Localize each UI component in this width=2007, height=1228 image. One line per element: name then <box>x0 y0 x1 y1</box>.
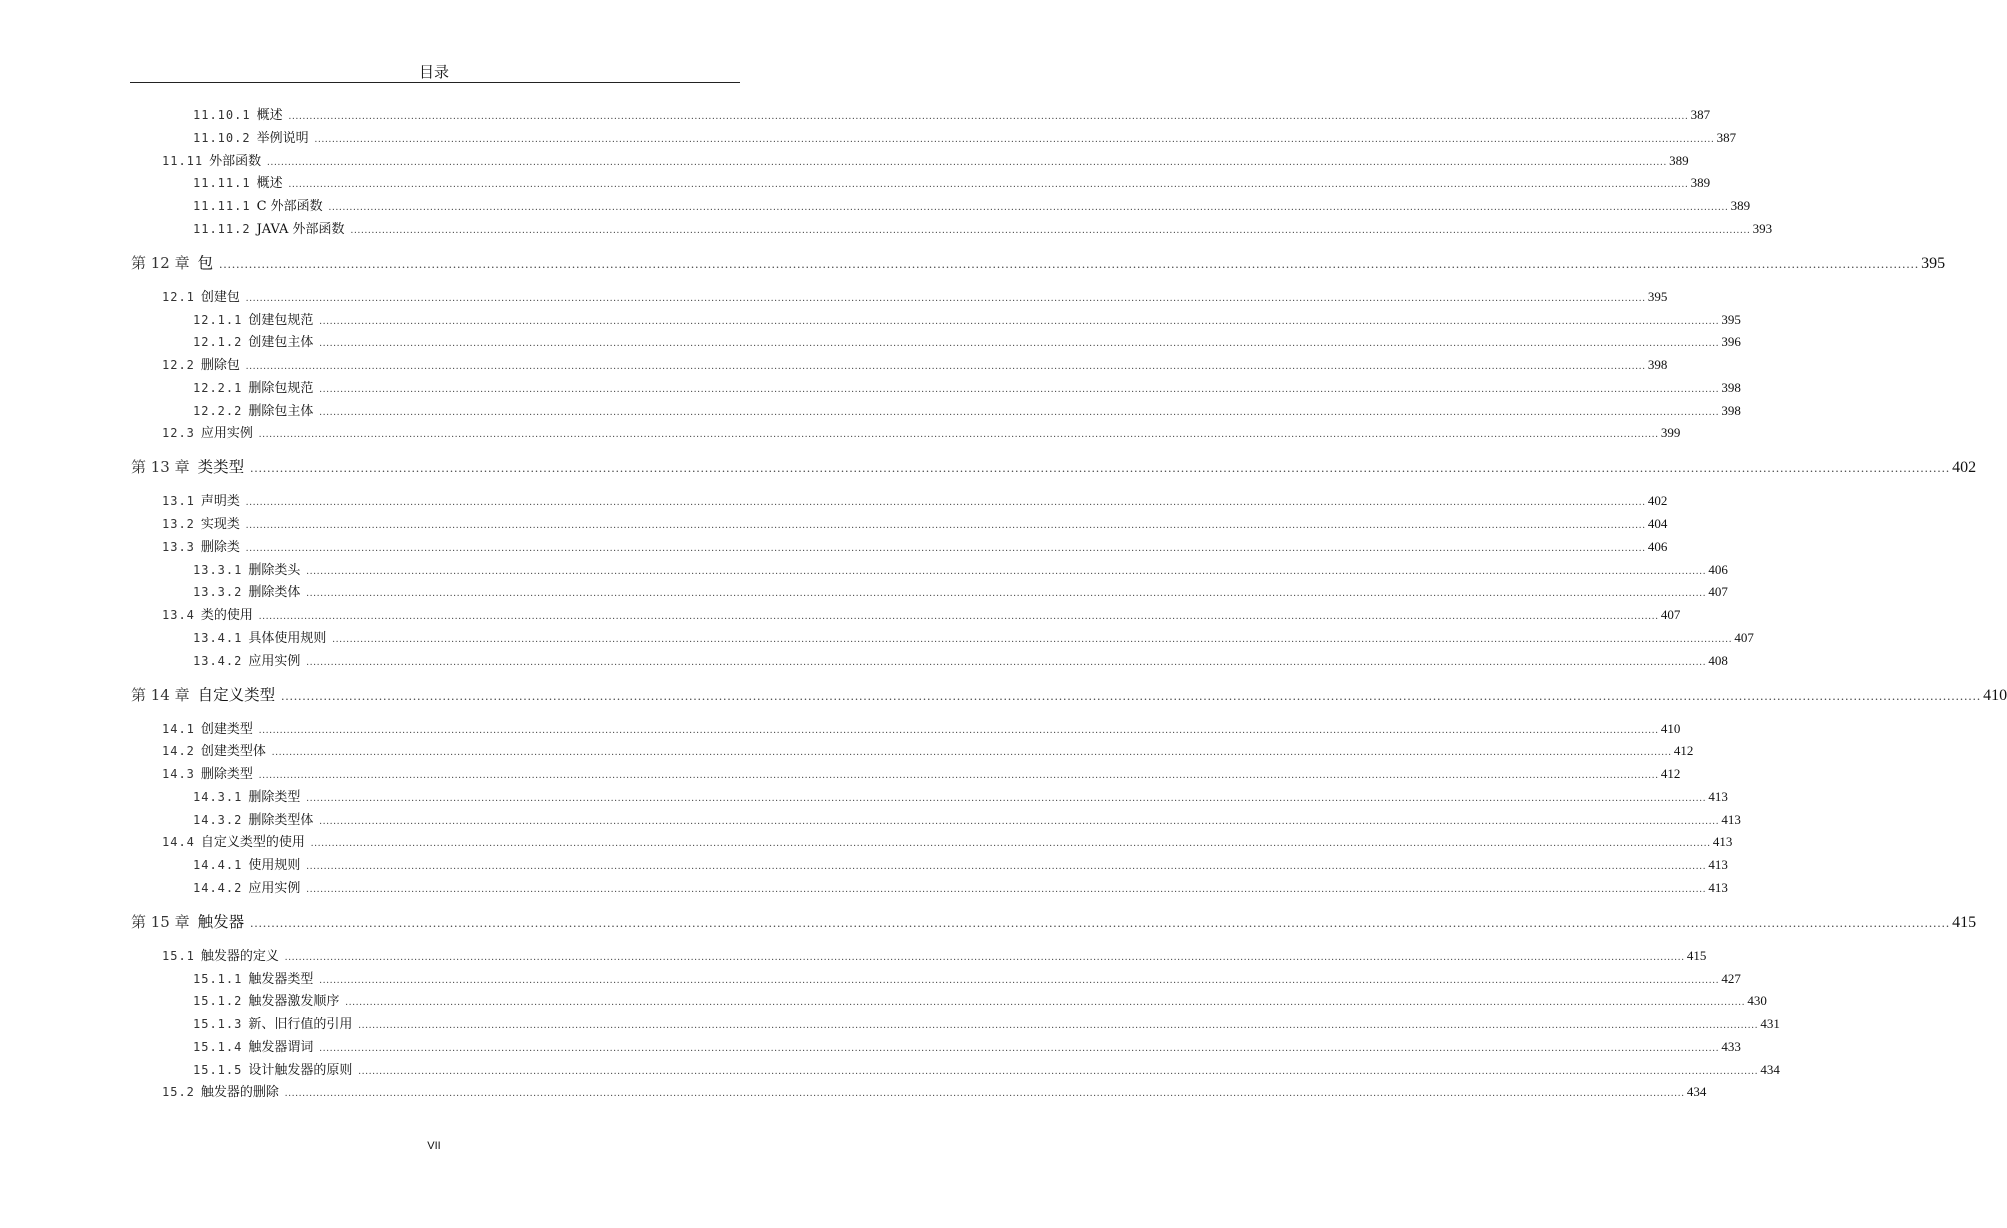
toc-entry-title: 删除类体 <box>248 585 301 601</box>
toc-dot-leader: ................................................................................................................................................................................................................................................................................................................................................................................................................ <box>284 951 1685 963</box>
toc-dot-leader: ................................................................................................................................................................................................................................................................................................................................................................................................................ <box>319 815 1720 827</box>
toc-entry-number: 13.4 <box>162 608 195 622</box>
toc-entry-title: 类的使用 <box>200 608 253 623</box>
toc-entry <box>193 968 1741 990</box>
toc-entry <box>162 740 1694 762</box>
toc-entry-page: 407 <box>1660 607 1681 622</box>
toc-entry-number: 15.1.3 <box>193 1017 243 1031</box>
toc-dot-leader: ................................................................................................................................................................................................................................................................................................................................................................................................................ <box>250 460 1951 476</box>
toc-entry-number: 13.4.2 <box>193 653 243 668</box>
toc-entry-page: 396 <box>1721 334 1741 350</box>
toc-dot-leader: ................................................................................................................................................................................................................................................................................................................................................................................................................ <box>358 1020 1759 1031</box>
toc-entry-title: 删除包规范 <box>248 380 314 396</box>
toc-entry-number: 11.11.1 <box>193 176 251 191</box>
toc-entry-number: 11.10.2 <box>193 130 251 145</box>
toc-entry <box>162 945 1707 967</box>
toc-entry-title: 使用规则 <box>248 858 301 873</box>
toc-entry <box>162 513 1668 535</box>
toc-dot-leader: ................................................................................................................................................................................................................................................................................................................................................................................................................ <box>306 792 1707 804</box>
toc-dot-leader: ................................................................................................................................................................................................................................................................................................................................................................................................................ <box>319 974 1720 986</box>
toc-entry <box>162 286 1668 308</box>
toc-entry-number: 12.3 <box>162 426 195 441</box>
toc-entry <box>162 1081 1707 1103</box>
page-header-title: 目录 <box>418 63 449 81</box>
toc-chapter-entry <box>131 454 1977 480</box>
toc-entry-number: 15.2 <box>162 1085 195 1100</box>
toc-entry-title: 设计触发器的原则 <box>248 1062 353 1078</box>
toc-entry-number: 第 15 章 <box>131 912 190 931</box>
toc-entry-page: 399 <box>1660 425 1681 441</box>
toc-entry-page: 415 <box>1686 947 1707 963</box>
toc-entry-number: 11.11.1 <box>193 199 251 213</box>
toc-dot-leader: ................................................................................................................................................................................................................................................................................................................................................................................................................ <box>319 383 1720 395</box>
toc-entry-page: 402 <box>1647 493 1668 509</box>
toc-entry-page: 389 <box>1730 198 1751 213</box>
toc-dot-leader: ................................................................................................................................................................................................................................................................................................................................................................................................................ <box>219 255 1920 271</box>
toc-dot-leader: ................................................................................................................................................................................................................................................................................................................................................................................................................ <box>258 429 1659 441</box>
toc-dot-leader: ................................................................................................................................................................................................................................................................................................................................................................................................................ <box>245 497 1646 509</box>
toc-entry-page: 433 <box>1721 1038 1741 1054</box>
toc-entry-page: 398 <box>1721 379 1741 395</box>
toc-entry-title: 删除类型 <box>200 767 253 782</box>
toc-dot-leader: ................................................................................................................................................................................................................................................................................................................................................................................................................ <box>314 133 1715 145</box>
toc-dot-leader: ................................................................................................................................................................................................................................................................................................................................................................................................................ <box>245 520 1646 531</box>
toc-entry-number: 14.4.2 <box>193 880 243 895</box>
toc-entry <box>162 422 1681 444</box>
toc-entry-page: 410 <box>1660 720 1681 736</box>
toc-entry-page: 395 <box>1721 311 1741 327</box>
toc-entry-number: 14.4.1 <box>193 858 243 872</box>
toc-entry-page: 413 <box>1721 811 1741 827</box>
toc-entry-page: 434 <box>1760 1061 1780 1077</box>
toc-entry-page: 408 <box>1708 652 1728 668</box>
toc-entry-number: 12.2.1 <box>193 380 243 395</box>
toc-entry-number: 第 12 章 <box>131 253 190 272</box>
toc-entry <box>193 559 1728 581</box>
toc-entry <box>193 309 1741 331</box>
toc-entry-number: 14.1 <box>162 721 195 736</box>
toc-entry-title: C 外部函数 <box>256 199 323 214</box>
toc-entry-title: JAVA 外部函数 <box>256 221 345 237</box>
toc-dot-leader: ................................................................................................................................................................................................................................................................................................................................................................................................................ <box>245 542 1646 554</box>
toc-entry-title: 删除包 <box>200 358 240 373</box>
toc-entry-title: 举例说明 <box>256 130 309 146</box>
toc-entry-page: 406 <box>1708 561 1728 577</box>
toc-entry <box>193 172 1711 194</box>
toc-dot-leader: ................................................................................................................................................................................................................................................................................................................................................................................................................ <box>306 565 1707 577</box>
toc-entry-title: 应用实例 <box>248 880 301 896</box>
toc-entry-title: 自定义类型 <box>197 685 276 704</box>
toc-dot-leader: ................................................................................................................................................................................................................................................................................................................................................................................................................ <box>306 861 1707 872</box>
toc-entry-page: 387 <box>1690 107 1711 122</box>
toc-entry-title: 概述 <box>256 108 283 123</box>
toc-entry-title: 触发器 <box>197 912 245 931</box>
toc-entry-title: 触发器的定义 <box>200 948 279 964</box>
toc-entry-title: 类类型 <box>197 458 245 477</box>
page-number: VII <box>427 1140 441 1152</box>
toc-entry-title: 删除包主体 <box>248 403 314 419</box>
toc-entry-number: 13.1 <box>162 494 195 509</box>
toc-entry <box>162 604 1681 626</box>
toc-entry-title: 自定义类型的使用 <box>200 835 305 851</box>
toc-entry-page: 412 <box>1673 743 1694 759</box>
toc-entry-page: 412 <box>1660 766 1681 781</box>
toc-entry-title: 应用实例 <box>200 426 253 442</box>
toc-entry <box>193 1013 1780 1035</box>
toc-dot-leader: ................................................................................................................................................................................................................................................................................................................................................................................................................ <box>245 292 1646 304</box>
toc-dot-leader: ................................................................................................................................................................................................................................................................................................................................................................................................................ <box>306 656 1707 668</box>
toc-dot-leader: ................................................................................................................................................................................................................................................................................................................................................................................................................ <box>258 770 1659 781</box>
toc-entry-page: 434 <box>1686 1084 1707 1100</box>
toc-entry-number: 14.3.1 <box>193 789 243 804</box>
toc-entry-title: 删除类 <box>200 539 240 555</box>
toc-entry-number: 12.1.2 <box>193 335 243 350</box>
toc-entry <box>193 581 1728 603</box>
toc-entry-number: 14.3 <box>162 767 195 781</box>
toc-entry-title: 触发器类型 <box>248 971 314 987</box>
toc-entry <box>193 218 1773 240</box>
toc-dot-leader: ................................................................................................................................................................................................................................................................................................................................................................................................................ <box>319 1042 1720 1054</box>
toc-entry-number: 12.1 <box>162 289 195 304</box>
toc-entry <box>193 1059 1780 1081</box>
toc-chapter-entry <box>131 682 2007 708</box>
toc-entry <box>193 650 1728 672</box>
toc-entry <box>162 763 1681 785</box>
toc-entry-number: 15.1 <box>162 948 195 963</box>
toc-entry-number: 15.1.5 <box>193 1062 243 1077</box>
toc-entry <box>193 990 1767 1012</box>
toc-dot-leader: ................................................................................................................................................................................................................................................................................................................................................................................................................ <box>319 338 1720 350</box>
toc-entry-title: 声明类 <box>200 494 240 510</box>
toc-dot-leader: ................................................................................................................................................................................................................................................................................................................................................................................................................ <box>350 224 1751 236</box>
toc-entry-title: 创建类型 <box>200 721 253 737</box>
toc-dot-leader: ................................................................................................................................................................................................................................................................................................................................................................................................................ <box>345 997 1746 1009</box>
toc-entry-page: 395 <box>1647 288 1668 304</box>
toc-entry-page: 431 <box>1760 1016 1780 1031</box>
toc-entry-page: 407 <box>1734 629 1754 645</box>
toc-entry <box>162 490 1668 512</box>
toc-entry-number: 第 13 章 <box>131 458 190 477</box>
toc-dot-leader: ................................................................................................................................................................................................................................................................................................................................................................................................................ <box>245 361 1646 372</box>
toc-chapter-entry <box>131 250 1946 276</box>
toc-entry <box>193 377 1741 399</box>
toc-dot-leader: ................................................................................................................................................................................................................................................................................................................................................................................................................ <box>358 1065 1759 1077</box>
toc-entry <box>162 536 1668 558</box>
toc-entry <box>162 831 1733 853</box>
toc-entry-number: 14.2 <box>162 744 195 759</box>
toc-entry-page: 398 <box>1721 402 1741 418</box>
toc-entry-page: 402 <box>1952 459 1977 477</box>
toc-dot-leader: ................................................................................................................................................................................................................................................................................................................................................................................................................ <box>271 747 1672 759</box>
toc-entry <box>193 195 1751 217</box>
toc-entry-number: 15.1.4 <box>193 1039 243 1054</box>
toc-entry <box>193 877 1728 899</box>
toc-dot-leader: ................................................................................................................................................................................................................................................................................................................................................................................................................ <box>258 724 1659 736</box>
toc-entry-number: 13.3.1 <box>193 562 243 577</box>
toc-entry-page: 404 <box>1647 516 1668 531</box>
toc-entry-title: 触发器激发顺序 <box>248 994 340 1010</box>
toc-entry-title: 创建类型体 <box>200 744 266 760</box>
toc-entry-page: 415 <box>1952 913 1977 931</box>
toc-entry-page: 427 <box>1721 970 1741 986</box>
toc-entry-page: 387 <box>1716 129 1737 145</box>
toc-entry-title: 包 <box>197 253 214 272</box>
toc-entry-page: 413 <box>1708 879 1728 895</box>
toc-dot-leader: ................................................................................................................................................................................................................................................................................................................................................................................................................ <box>319 315 1720 327</box>
toc-chapter-entry <box>131 909 1977 935</box>
toc-entry-number: 12.2 <box>162 358 195 372</box>
toc-entry-number: 13.2 <box>162 517 195 531</box>
toc-entry-page: 389 <box>1669 152 1689 168</box>
toc-entry <box>193 331 1741 353</box>
toc-dot-leader: ................................................................................................................................................................................................................................................................................................................................................................................................................ <box>288 111 1689 122</box>
toc-dot-leader: ................................................................................................................................................................................................................................................................................................................................................................................................................ <box>306 588 1707 600</box>
toc-entry <box>162 718 1681 740</box>
toc-dot-leader: ................................................................................................................................................................................................................................................................................................................................................................................................................ <box>319 406 1720 418</box>
toc-entry-page: 395 <box>1921 254 1946 272</box>
toc-entry-title: 新、旧行值的引用 <box>248 1017 353 1032</box>
toc-dot-leader: ................................................................................................................................................................................................................................................................................................................................................................................................................ <box>306 883 1707 895</box>
toc-entry-page: 389 <box>1690 175 1711 191</box>
toc-entry <box>193 627 1754 649</box>
toc-entry-page: 406 <box>1647 538 1668 554</box>
toc-entry-number: 13.3 <box>162 539 195 554</box>
toc-entry-number: 14.4 <box>162 835 195 850</box>
toc-entry-title: 删除类型体 <box>248 812 314 828</box>
toc-entry <box>193 104 1711 126</box>
toc-entry-page: 413 <box>1712 834 1733 850</box>
toc-entry-number: 15.1.1 <box>193 971 243 986</box>
toc-dot-leader: ................................................................................................................................................................................................................................................................................................................................................................................................................ <box>288 179 1689 191</box>
toc-entry-number: 12.1.1 <box>193 312 243 327</box>
toc-dot-leader: ................................................................................................................................................................................................................................................................................................................................................................................................................ <box>328 202 1729 213</box>
toc-entry-title: 触发器的删除 <box>200 1085 279 1101</box>
toc-entry <box>193 809 1741 831</box>
toc-entry-title: 创建包规范 <box>248 312 314 328</box>
toc-entry-title: 概述 <box>256 176 283 192</box>
toc-entry-number: 11.10.1 <box>193 108 251 122</box>
toc-dot-leader: ................................................................................................................................................................................................................................................................................................................................................................................................................ <box>258 611 1659 622</box>
toc-entry <box>193 854 1728 876</box>
toc-entry-number: 11.11.2 <box>193 221 251 236</box>
toc-entry-title: 创建包主体 <box>248 335 314 351</box>
toc-entry-page: 430 <box>1747 993 1767 1009</box>
toc-entry-page: 398 <box>1647 357 1668 372</box>
toc-entry <box>193 1036 1741 1058</box>
toc-entry-number: 15.1.2 <box>193 994 243 1009</box>
toc-entry-number: 13.3.2 <box>193 585 243 600</box>
toc-entry-title: 外部函数 <box>209 153 262 169</box>
toc-dot-leader: ................................................................................................................................................................................................................................................................................................................................................................................................................ <box>310 838 1711 850</box>
toc-entry-page: 407 <box>1708 584 1728 600</box>
toc-entry-number: 13.4.1 <box>193 630 243 645</box>
toc-entry-title: 触发器谓词 <box>248 1039 314 1055</box>
toc-entry-title: 创建包 <box>200 289 240 305</box>
toc-entry <box>193 127 1737 149</box>
toc-entry <box>162 354 1668 376</box>
toc-entry-number: 11.11 <box>162 153 204 168</box>
toc-entry-title: 删除类型 <box>248 789 301 805</box>
toc-dot-leader: ................................................................................................................................................................................................................................................................................................................................................................................................................ <box>267 156 1668 168</box>
toc-dot-leader: ................................................................................................................................................................................................................................................................................................................................................................................................................ <box>281 687 1982 703</box>
toc-entry-page: 393 <box>1752 220 1773 236</box>
toc-entry <box>193 400 1741 422</box>
toc-entry-title: 具体使用规则 <box>248 630 327 646</box>
toc-entry-number: 14.3.2 <box>193 812 243 827</box>
toc-entry <box>162 150 1689 172</box>
toc-entry-number: 第 14 章 <box>131 685 190 704</box>
toc-entry-page: 413 <box>1708 788 1728 804</box>
toc-entry-page: 413 <box>1708 857 1728 872</box>
toc-entry-number: 12.2.2 <box>193 403 243 418</box>
toc-entry <box>193 786 1728 808</box>
toc-dot-leader: ................................................................................................................................................................................................................................................................................................................................................................................................................ <box>332 633 1733 645</box>
toc-dot-leader: ................................................................................................................................................................................................................................................................................................................................................................................................................ <box>284 1088 1685 1100</box>
toc-entry-title: 应用实例 <box>248 653 301 669</box>
toc-entry-title: 实现类 <box>200 517 240 532</box>
toc-dot-leader: ................................................................................................................................................................................................................................................................................................................................................................................................................ <box>250 914 1951 930</box>
toc-entry-page: 410 <box>1983 686 2007 704</box>
toc-entry-title: 删除类头 <box>248 562 301 578</box>
